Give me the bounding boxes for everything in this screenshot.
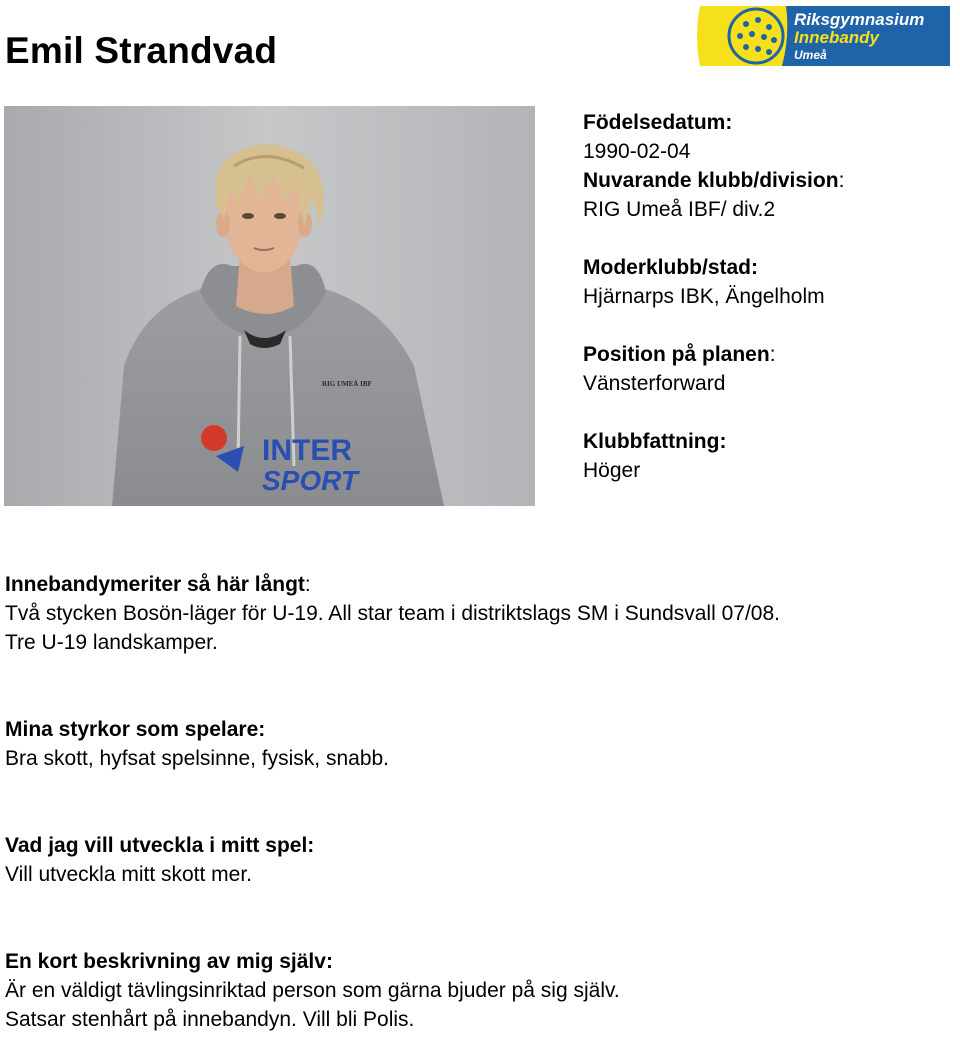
info-label xyxy=(583,166,953,195)
info-value: 1990-02-04 xyxy=(583,140,691,163)
info-value: Höger xyxy=(583,459,641,482)
info-label: Klubbfattning: xyxy=(583,430,727,453)
logo-line-2: Innebandy xyxy=(794,28,880,47)
section-line: Vill utveckla mitt skott mer. xyxy=(5,863,253,886)
section-line: Satsar stenhårt på innebandyn. Vill bli Polis. xyxy=(5,1008,415,1031)
logo-line-3: Umeå xyxy=(794,48,827,62)
logo-line-1: Riksgymnasium xyxy=(794,10,925,29)
info-position xyxy=(583,340,953,398)
section-line: Bra skott, hyfsat spelsinne, fysisk, snabb. xyxy=(5,747,390,770)
section-heading: Vad jag vill utveckla i mitt spel: xyxy=(5,834,315,857)
section-merits xyxy=(5,570,950,657)
player-photo-graphic xyxy=(4,106,535,506)
section-heading-text: Innebandymeriter så här långt xyxy=(5,573,305,596)
section-description xyxy=(5,947,950,1034)
info-label xyxy=(583,340,953,369)
section-improve xyxy=(5,831,950,889)
section-heading: Mina styrkor som spelare: xyxy=(5,718,266,741)
info-label-text: Position på planen xyxy=(583,343,770,366)
info-current-club xyxy=(583,166,953,224)
info-label: Moderklubb/stad: xyxy=(583,256,759,279)
info-value: RIG Umeå IBF/ div.2 xyxy=(583,198,776,221)
hoodie-text: RIG UMEÅ IBF xyxy=(322,380,372,388)
section-heading-suffix: : xyxy=(304,573,311,596)
info-label-suffix: : xyxy=(769,343,776,366)
sponsor-line-2: SPORT xyxy=(262,465,358,496)
info-stick-grip xyxy=(583,427,953,485)
info-home-club xyxy=(583,253,953,311)
logo-graphic xyxy=(694,2,956,70)
section-line: Tre U-19 landskamper. xyxy=(5,631,218,654)
section-heading: En kort beskrivning av mig själv: xyxy=(5,950,333,973)
info-label: Födelsedatum: xyxy=(583,111,733,134)
player-photo xyxy=(4,106,535,506)
info-label-text: Nuvarande klubb/division xyxy=(583,169,839,192)
info-birthdate xyxy=(583,108,953,166)
player-name: Emil Strandvad xyxy=(5,30,278,71)
section-line: Är en väldigt tävlingsinriktad person som gärna bjuder på sig själv. xyxy=(5,979,620,1002)
info-label-suffix: : xyxy=(838,169,845,192)
player-info xyxy=(583,108,953,485)
section-heading xyxy=(5,570,950,599)
riksgymnasium-innebandy-logo xyxy=(694,2,956,70)
info-value: Hjärnarps IBK, Ängelholm xyxy=(583,285,825,308)
section-line: Två stycken Bosön-läger för U-19. All star team i distriktslags SM i Sundsvall 07/08. xyxy=(5,602,780,625)
info-value: Vänsterforward xyxy=(583,372,726,395)
section-strengths xyxy=(5,715,950,773)
sponsor-line-1: INTER xyxy=(262,434,352,467)
